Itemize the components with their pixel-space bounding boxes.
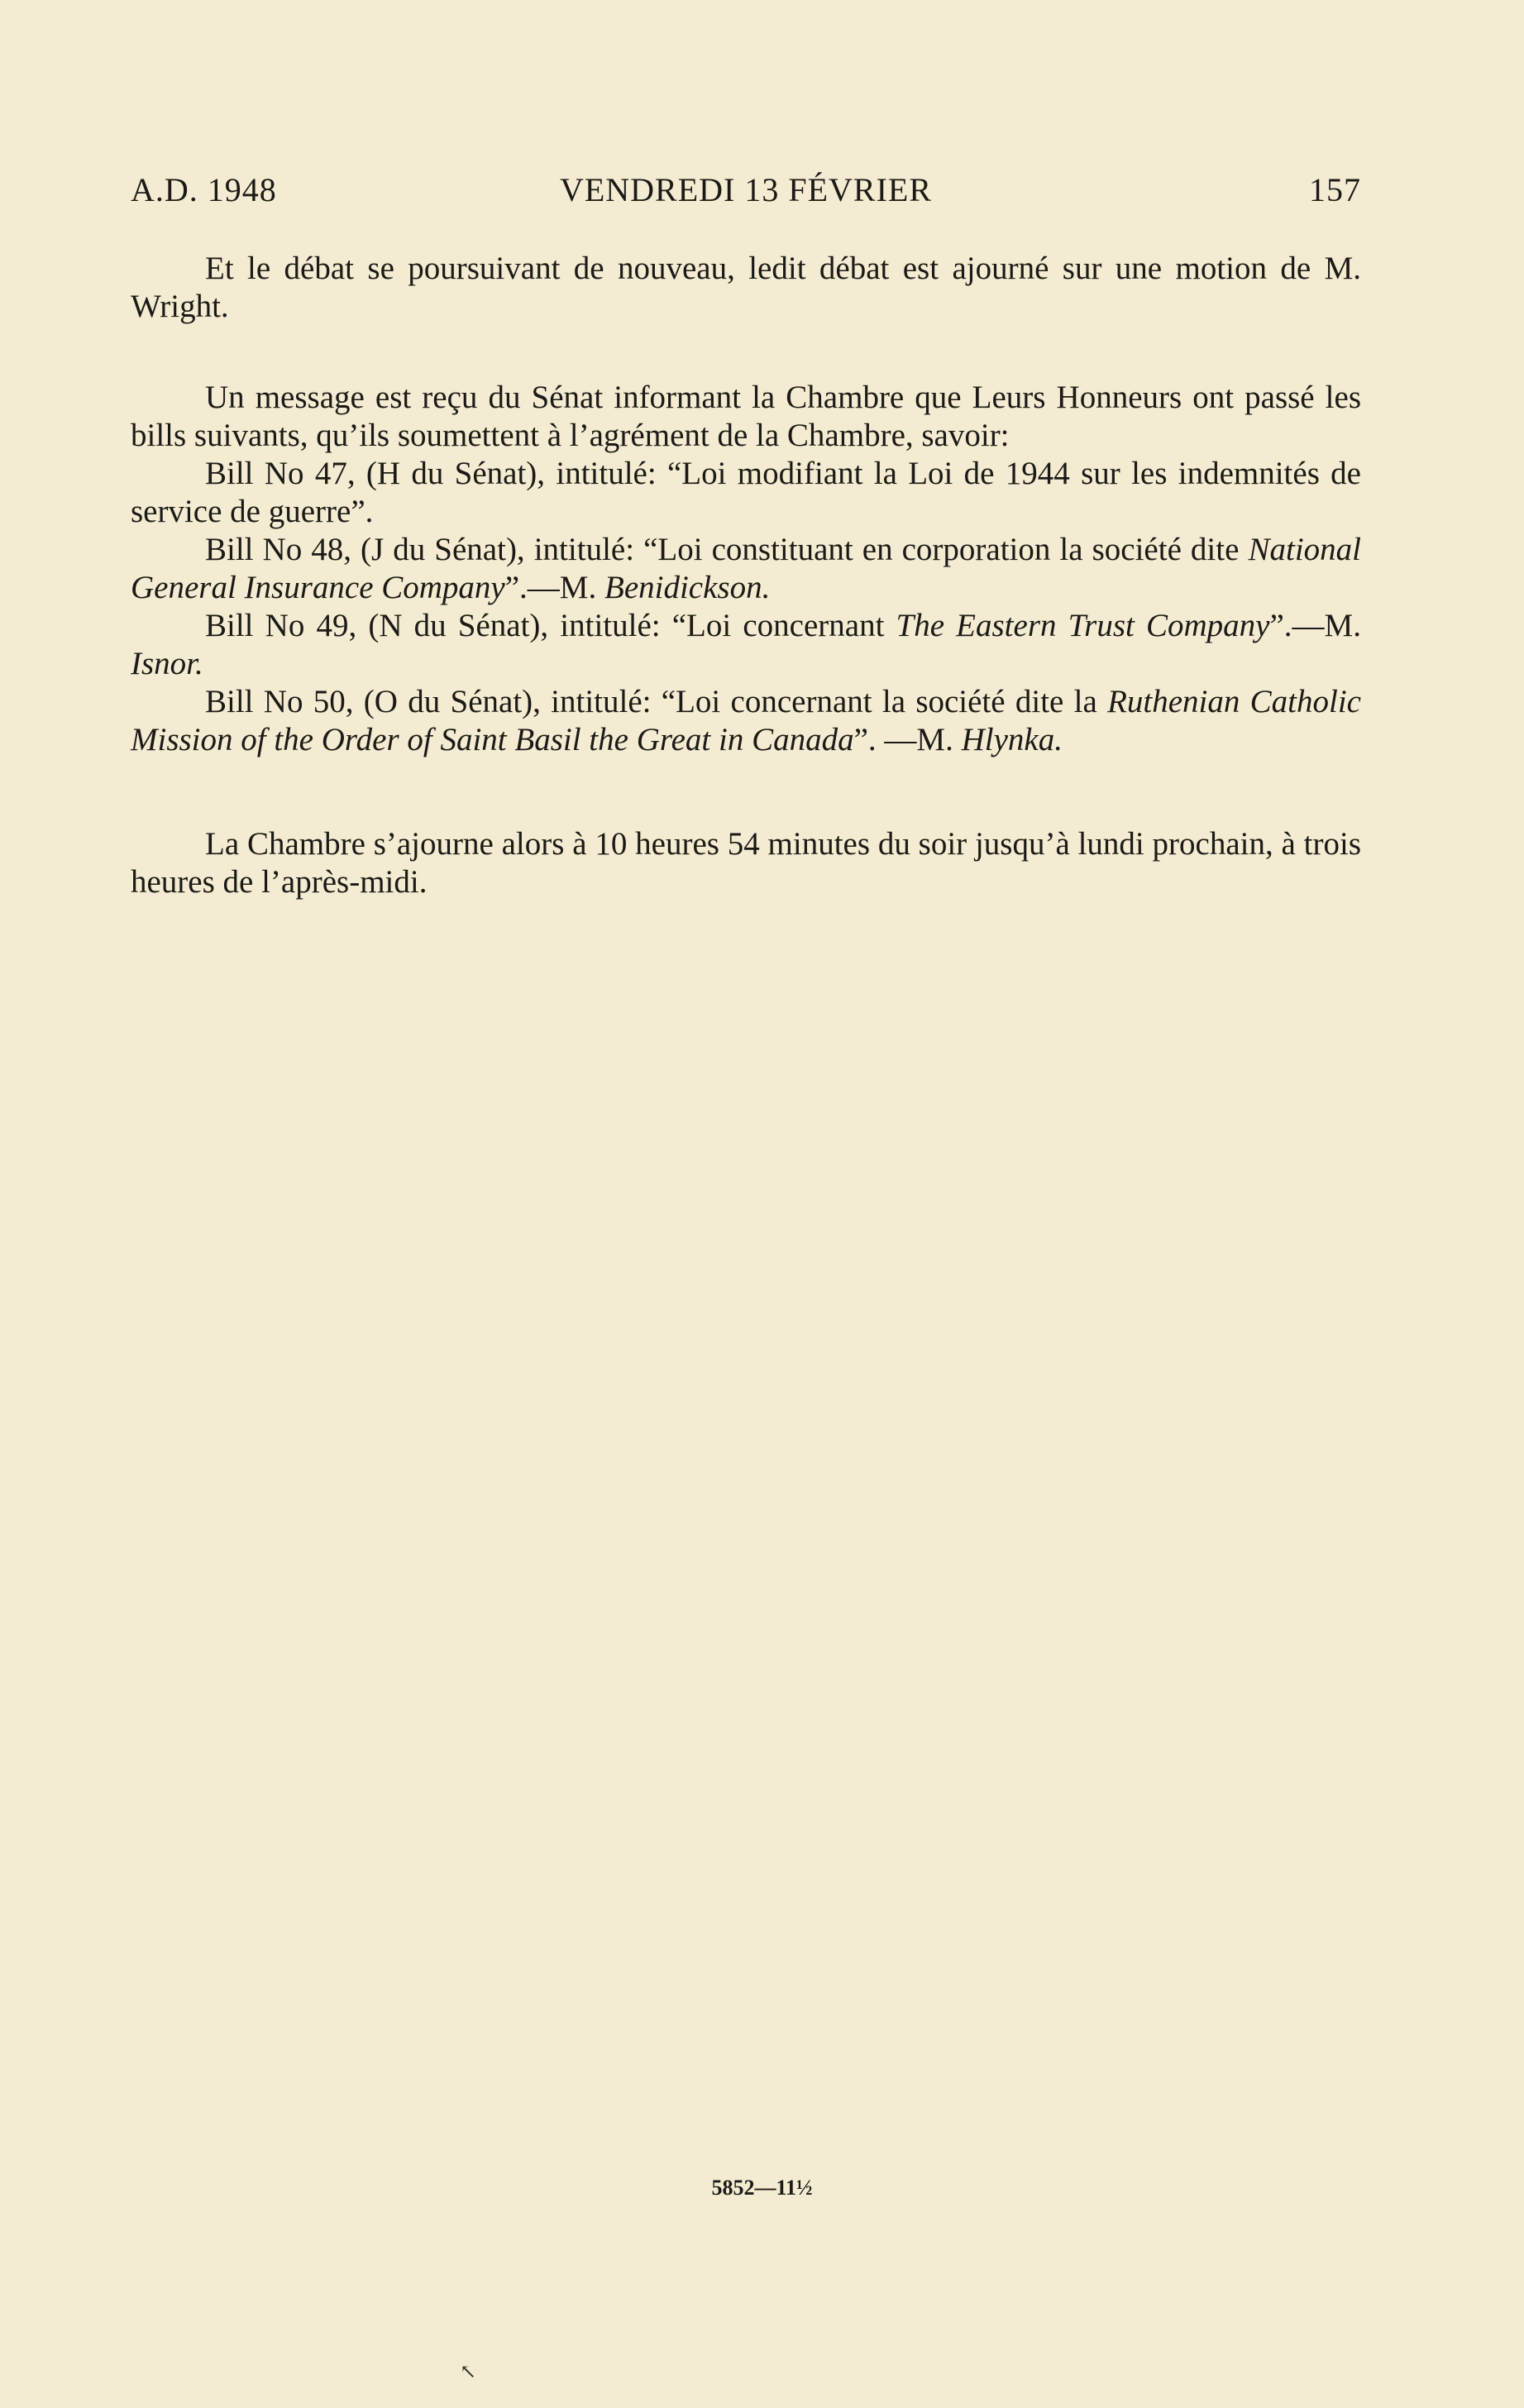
paragraph-bill-48 [131, 531, 1361, 607]
bill-48-text: Bill No 48, (J du Sénat), intitulé: “Loi constituant en corporation la société dite [205, 532, 1249, 567]
bill-50-close: ”. —M. [853, 722, 962, 757]
body-text [131, 250, 1361, 901]
header-date: VENDREDI 13 FÉVRIER [559, 171, 933, 208]
bill-49-member: Isnor. [131, 646, 203, 681]
bill-50-member: Hlynka. [961, 722, 1063, 757]
bill-48-close: ”.—M. [504, 570, 604, 605]
paragraph-senate-message: Un message est reçu du Sénat informant la Chambre que Leurs Honneurs ont passé les bills suivants, qu’ils soumettent à l’agrément de la Chambre, savoir: [131, 380, 1361, 453]
paragraph-house-adjourns: La Chambre s’ajourne alors à 10 heures 54 minutes du soir jusqu’à lundi prochain, à trois heures de l’après-midi. [131, 826, 1361, 900]
running-head [131, 165, 1361, 215]
header-year: A.D. 1948 [131, 171, 277, 208]
bill-49-company: The Eastern Trust Company [896, 608, 1270, 643]
bill-50-text: Bill No 50, (O du Sénat), intitulé: “Loi concernant la société dite la [205, 684, 1108, 719]
stray-ink-mark-icon: ↖ [460, 2362, 477, 2383]
page-number: 157 [1309, 171, 1361, 208]
paragraph-bill-47: Bill No 47, (H du Sénat), intitulé: “Loi modifiant la Loi de 1944 sur les indemnités de service de guerre”. [131, 456, 1361, 529]
bill-49-text: Bill No 49, (N du Sénat), intitulé: “Loi concernant [205, 608, 896, 643]
bill-48-member: Benidickson. [604, 570, 771, 605]
paragraph-bill-50 [131, 683, 1361, 759]
bill-49-close: ”.—M. [1269, 608, 1361, 643]
printer-signature: 5852—11½ [711, 2176, 813, 2200]
paragraph-debate-adjourned: Et le débat se poursuivant de nouveau, ledit débat est ajourné sur une motion de M. Wright. [131, 251, 1361, 324]
bill-50-mission: Ruthenian Catholic Mission of the Order of Saint Basil the Great in Canada [131, 684, 1361, 757]
paragraph-bill-49 [131, 607, 1361, 683]
bill-48-company: National General Insurance Company [131, 532, 1361, 605]
